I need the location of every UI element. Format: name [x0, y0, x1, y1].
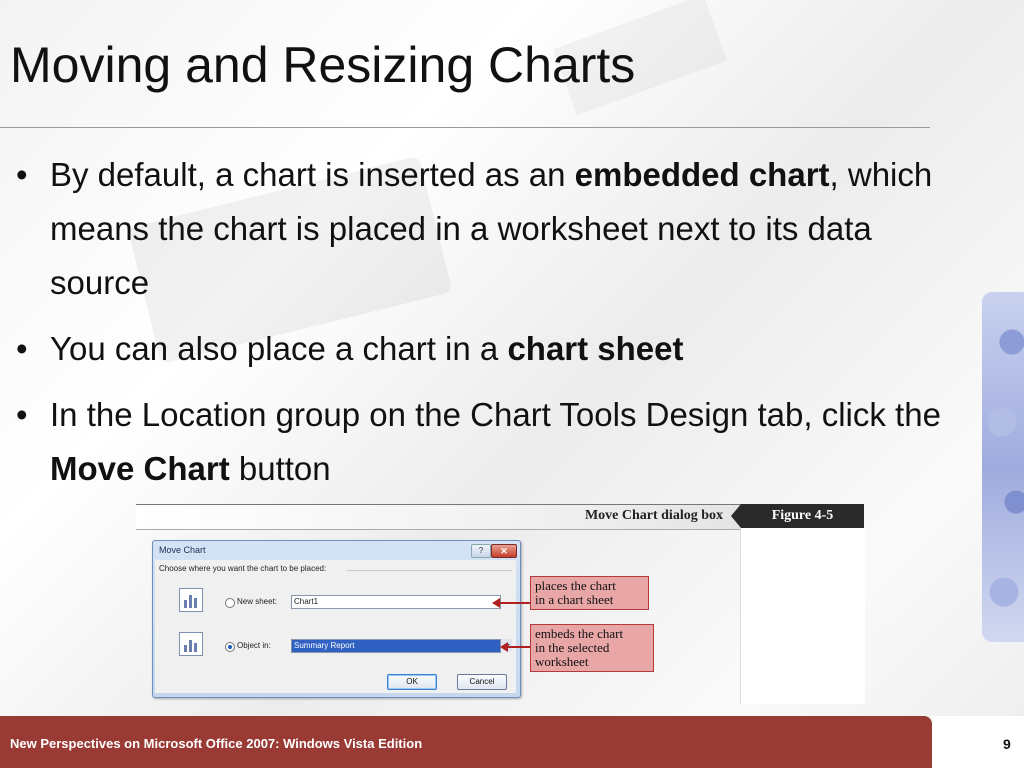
- embedded-chart-icon: [179, 632, 203, 656]
- bullet-list: [14, 148, 944, 508]
- callout-arrow-line: [498, 602, 530, 604]
- bullet-item: [14, 148, 944, 310]
- bullet-text: , which means the chart is placed in a worksheet next to its data source: [50, 156, 933, 301]
- close-button[interactable]: ✕: [491, 544, 517, 558]
- chart-sheet-icon: [179, 588, 203, 612]
- object-in-select[interactable]: [291, 639, 513, 653]
- dialog-title: Move Chart: [159, 545, 206, 555]
- bullet-item: [14, 388, 944, 496]
- new-sheet-name-field[interactable]: Chart1: [291, 595, 501, 609]
- object-in-label: Object in:: [237, 641, 271, 650]
- new-sheet-label: New sheet:: [237, 597, 278, 606]
- bullet-text: In the Location group on the Chart Tools Design tab, click the: [50, 396, 941, 433]
- callout-line: worksheet: [535, 654, 589, 669]
- callout-new-sheet: [530, 576, 649, 610]
- bullet-text: By default, a chart is inserted as an: [50, 156, 575, 193]
- figure-caption: Move Chart dialog box: [584, 508, 723, 523]
- figure-caption-arrow: [731, 504, 741, 528]
- help-button[interactable]: ?: [471, 544, 491, 558]
- new-sheet-radio[interactable]: [225, 598, 235, 608]
- callout-arrow-head: [500, 642, 508, 652]
- callout-object-in: [530, 624, 654, 672]
- callout-line: embeds the chart: [535, 626, 624, 641]
- callout-arrow-head: [492, 598, 500, 608]
- object-in-radio[interactable]: [225, 642, 235, 652]
- bullet-bold-term: embedded chart: [574, 156, 830, 193]
- footer-text: New Perspectives on Microsoft Office 2007: Windows Vista Edition: [10, 736, 423, 751]
- bullet-text: You can also place a chart in a: [50, 330, 508, 367]
- bullet-dot: •: [16, 156, 28, 193]
- figure-side-panel: [740, 528, 865, 704]
- callout-line: in a chart sheet: [535, 592, 614, 607]
- callout-arrow-line: [506, 646, 530, 648]
- figure-number: Figure 4-5: [741, 504, 864, 528]
- bullet-bold-term: chart sheet: [507, 330, 684, 367]
- title-divider: [0, 127, 930, 128]
- bullet-dot: •: [16, 396, 28, 433]
- figure-move-chart: [136, 504, 864, 704]
- decorative-flower-image: [982, 292, 1024, 642]
- dialog-body: [155, 560, 516, 693]
- cancel-button[interactable]: Cancel: [457, 674, 507, 690]
- figure-divider: [136, 529, 740, 530]
- callout-line: places the chart: [535, 578, 616, 593]
- slide-footer: [0, 716, 932, 768]
- bullet-item: [14, 322, 944, 376]
- object-in-value: Summary Report: [291, 639, 501, 653]
- callout-line: in the selected: [535, 640, 610, 655]
- bullet-dot: •: [16, 330, 28, 367]
- bullet-bold-term: Move Chart: [50, 450, 230, 487]
- bullet-text: button: [229, 450, 331, 487]
- page-number: 9: [1003, 736, 1011, 752]
- prompt-divider: [347, 570, 512, 571]
- slide-title: Moving and Resizing Charts: [10, 37, 636, 93]
- move-chart-dialog: [152, 540, 521, 698]
- dialog-prompt: Choose where you want the chart to be placed:: [159, 564, 327, 573]
- ok-button[interactable]: OK: [387, 674, 437, 690]
